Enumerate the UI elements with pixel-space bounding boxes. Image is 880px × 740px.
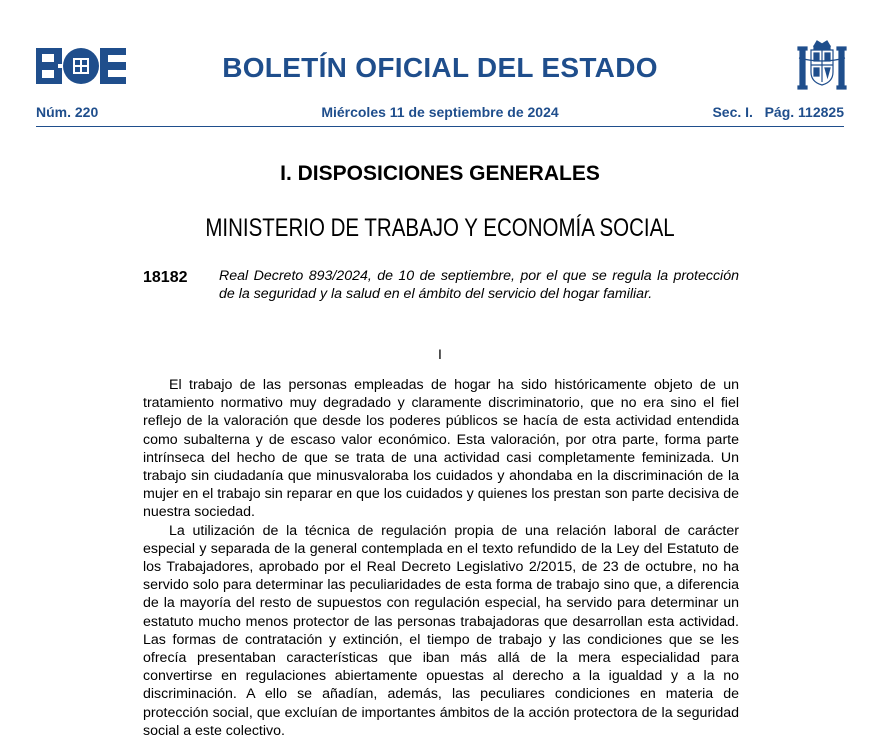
chapter-marker: I bbox=[438, 346, 442, 362]
ministry-heading: MINISTERIO DE TRABAJO Y ECONOMÍA SOCIAL bbox=[205, 214, 675, 242]
decree-title: Real Decreto 893/2024, de 10 de septiembre, por el que se regula la protección de la seguridad y la salud en el ámbito del servicio del hogar familiar. bbox=[219, 268, 739, 302]
section-heading: I. DISPOSICIONES GENERALES bbox=[280, 162, 600, 185]
body-text bbox=[143, 376, 739, 740]
section-page: Sec. I. Pág. 112825 bbox=[712, 104, 844, 120]
paragraph: La utilización de la técnica de regulación propia de una relación laboral de carácter especial y separada de la general contemplada en el texto refundido de la Ley del Estatuto de los Trabajadores, aprobado por el Real Decreto Legislativo 2/2015, de 23 de octubre, no ha servido solo para determinar las peculiaridades de esta forma de trabajo sino que, a diferencia de la mayoría del resto de supuestos con regulación especial, ha servido para determinar un estatuto mucho menos protector de las personas trabajadoras que desarrollan esta actividad. Las formas de contratación y extinción, el tiempo de trabajo y las condiciones que se les ofrecía presentaban características que iban más allá de la mera especialidad para convertirse en regulaciones abiertamente opuestas al derecho a la igualdad y a la no discriminación. A ello se añadían, además, las peculiares condiciones en materia de protección social, que excluían de importantes ámbitos de la acción protectora de la seguridad social a este colectivo. bbox=[143, 522, 739, 739]
gazette-title: BOLETÍN OFICIAL DEL ESTADO bbox=[222, 52, 658, 83]
gazette-header bbox=[0, 0, 880, 128]
issue-date: Miércoles 11 de septiembre de 2024 bbox=[321, 104, 559, 120]
decree-number: 18182 bbox=[143, 269, 188, 286]
coat-of-arms-icon bbox=[797, 38, 847, 92]
paragraph: El trabajo de las personas empleadas de hogar ha sido históricamente objeto de un tratamiento normativo muy degradado y claramente discriminatorio, que no era sino el fiel reflejo de la valoración que desde los poderes públicos se hacía de esta actividad entendida como subalterna y de escaso valor económico. Esta valoración, por otra parte, forma parte intrínseca del hecho de que se trata de una actividad casi completamente feminizada. Un trabajo sin ciudadanía que minusvaloraba los cuidados y ahondaba en la discriminación de la mujer en el trabajo sin reparar en que los cuidados y quienes los prestan son parte decisiva de nuestra sociedad. bbox=[143, 377, 739, 521]
header-divider bbox=[36, 126, 844, 127]
issue-number: Núm. 220 bbox=[36, 104, 99, 120]
issue-meta-row bbox=[36, 104, 844, 122]
